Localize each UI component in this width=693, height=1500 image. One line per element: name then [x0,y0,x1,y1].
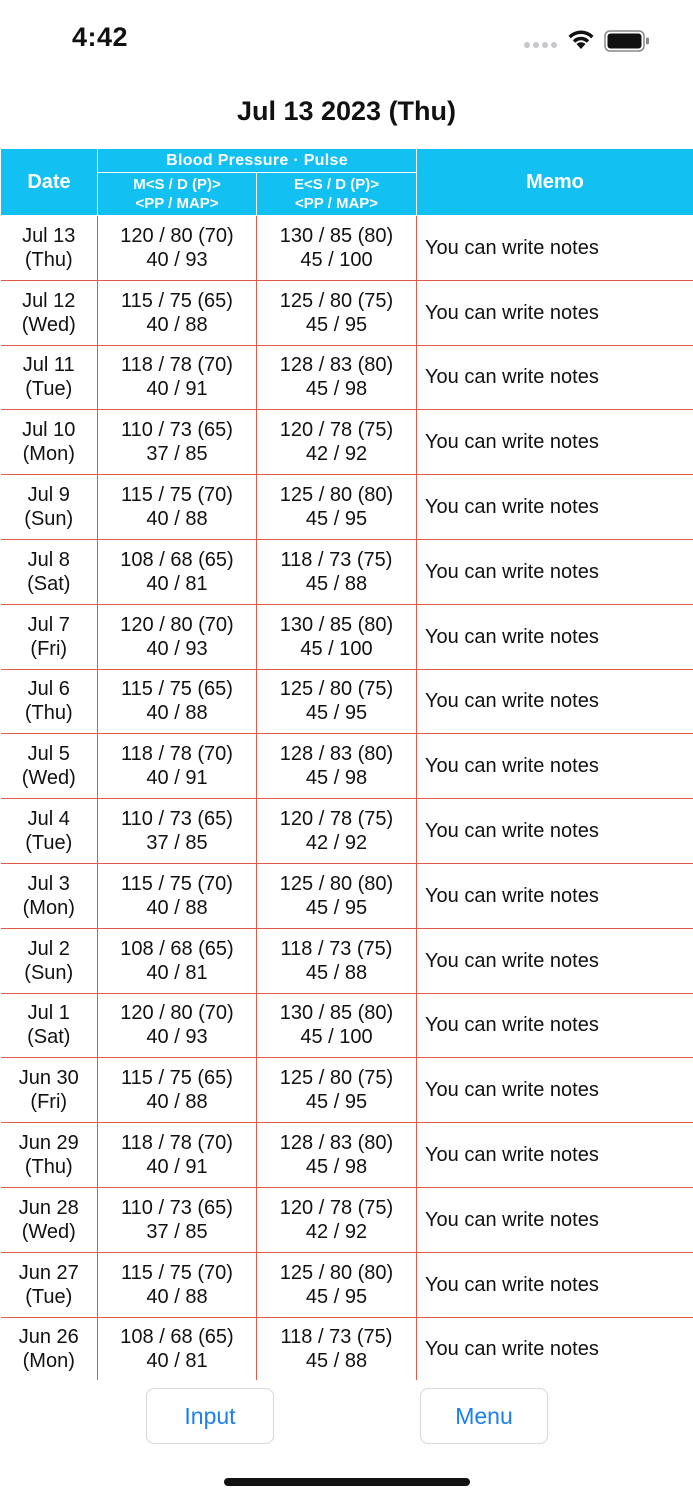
morning-bp-value: 115 / 75 (65) [121,1067,233,1090]
morning-bp-value: 115 / 75 (65) [121,289,233,312]
evening-bp-value: 128 / 83 (80) [279,354,394,377]
date-cell [1,799,98,864]
morning-reading-cell [98,539,257,604]
page-title: Jul 13 2023 (Thu) [236,96,457,126]
table-body [1,216,693,1381]
memo-cell [417,799,693,864]
evening-pp-map-value: 45 / 95 [305,313,368,336]
table-row[interactable] [1,734,693,799]
morning-pp-map-value: 40 / 81 [146,572,208,595]
date-label: Jul 11 [22,354,75,377]
table-row[interactable] [1,928,693,993]
memo-text: You can write notes [425,1144,599,1167]
morning-pp-map-value: 40 / 91 [146,1156,208,1179]
evening-pp-map-value: 45 / 95 [305,896,368,919]
evening-reading-cell [257,410,417,475]
evening-bp-value: 128 / 83 (80) [279,743,394,766]
weekday-label: (Tue) [25,1285,73,1308]
evening-reading-cell [257,345,417,410]
morning-bp-value: 110 / 73 (65) [121,1196,233,1219]
weekday-label: (Thu) [24,702,73,725]
memo-cell [417,475,693,540]
weekday-label: (Thu) [24,1156,73,1179]
evening-bp-value: 118 / 73 (75) [280,1326,393,1349]
morning-pp-map-value: 40 / 88 [146,313,208,336]
evening-bp-value: 128 / 83 (80) [279,1132,394,1155]
morning-bp-value: 120 / 80 (70) [120,224,234,247]
morning-reading-cell [98,475,257,540]
header-evening-line1: E<S / D (P)> [293,176,380,193]
evening-pp-map-value: 42 / 92 [305,832,368,855]
table-row[interactable] [1,539,693,604]
morning-bp-value: 115 / 75 (70) [121,1261,233,1284]
input-button[interactable]: Input [146,1388,274,1444]
evening-bp-value: 125 / 80 (75) [279,1067,394,1090]
morning-reading-cell [98,1317,257,1380]
memo-text: You can write notes [425,1208,599,1231]
evening-bp-value: 120 / 78 (75) [279,1196,394,1219]
date-cell [1,863,98,928]
date-cell [1,1058,98,1123]
evening-reading-cell [257,1252,417,1317]
evening-pp-map-value: 45 / 95 [305,508,368,531]
evening-bp-value: 130 / 85 (80) [279,224,394,247]
date-label: Jul 13 [22,224,76,247]
memo-text: You can write notes [425,1079,599,1102]
table-row[interactable] [1,1252,693,1317]
weekday-label: (Wed) [21,767,76,790]
evening-reading-cell [257,669,417,734]
evening-bp-value: 118 / 73 (75) [280,937,393,960]
evening-pp-map-value: 45 / 88 [305,572,368,595]
weekday-label: (Fri) [30,637,68,660]
evening-reading-cell [257,539,417,604]
morning-reading-cell [98,863,257,928]
morning-pp-map-value: 40 / 81 [146,961,208,984]
date-cell [1,280,98,345]
evening-bp-value: 125 / 80 (75) [279,678,394,701]
morning-pp-map-value: 40 / 88 [146,896,208,919]
evening-bp-value: 125 / 80 (75) [279,289,394,312]
records-table-container[interactable] [0,148,693,1380]
memo-text: You can write notes [425,1273,599,1296]
date-label: Jul 10 [22,419,76,442]
date-cell [1,734,98,799]
date-label: Jul 12 [22,289,76,312]
memo-cell [417,863,693,928]
evening-pp-map-value: 42 / 92 [305,443,368,466]
morning-bp-value: 115 / 75 (70) [121,872,233,895]
evening-reading-cell [257,1187,417,1252]
memo-cell [417,993,693,1058]
table-row[interactable] [1,410,693,475]
header-memo: Memo [417,149,693,216]
morning-reading-cell [98,1187,257,1252]
evening-pp-map-value: 45 / 100 [300,248,373,271]
date-cell [1,669,98,734]
memo-cell [417,345,693,410]
memo-text: You can write notes [425,884,599,907]
morning-pp-map-value: 37 / 85 [146,1220,208,1243]
evening-pp-map-value: 45 / 98 [305,1156,368,1179]
header-blood-pressure-pulse: Blood Pressure · Pulse [98,149,417,173]
table-row[interactable] [1,1187,693,1252]
table-row[interactable] [1,1058,693,1123]
date-cell [1,1123,98,1188]
header-evening-line2: <PP / MAP> [294,195,379,212]
evening-bp-value: 130 / 85 (80) [279,1002,394,1025]
table-row[interactable] [1,345,693,410]
date-label: Jul 1 [27,1002,70,1025]
weekday-label: (Sun) [24,508,74,531]
date-label: Jul 5 [27,743,70,766]
evening-reading-cell [257,216,417,281]
date-cell [1,1187,98,1252]
evening-pp-map-value: 45 / 100 [300,637,373,660]
morning-reading-cell [98,1123,257,1188]
morning-pp-map-value: 37 / 85 [146,443,208,466]
date-label: Jul 6 [27,678,70,701]
evening-reading-cell [257,863,417,928]
evening-pp-map-value: 45 / 98 [305,767,368,790]
evening-bp-value: 125 / 80 (80) [279,484,394,507]
battery-icon [604,30,650,52]
weekday-label: (Tue) [25,378,73,401]
table-row[interactable] [1,280,693,345]
date-cell [1,928,98,993]
evening-pp-map-value: 45 / 98 [305,378,368,401]
morning-bp-value: 120 / 80 (70) [120,1002,234,1025]
evening-reading-cell [257,734,417,799]
morning-reading-cell [98,799,257,864]
evening-bp-value: 118 / 73 (75) [280,548,393,571]
date-label: Jun 29 [18,1132,79,1155]
memo-text: You can write notes [425,755,599,778]
header-morning-line2: <PP / MAP> [135,195,219,212]
memo-cell [417,734,693,799]
date-cell [1,539,98,604]
date-label: Jun 26 [18,1326,79,1349]
evening-pp-map-value: 45 / 88 [305,961,368,984]
table-row[interactable] [1,475,693,540]
date-label: Jul 9 [27,484,70,507]
memo-text: You can write notes [425,690,599,713]
morning-reading-cell [98,216,257,281]
date-label: Jul 2 [27,937,70,960]
evening-reading-cell [257,1058,417,1123]
morning-bp-value: 110 / 73 (65) [121,419,233,442]
evening-pp-map-value: 45 / 95 [305,702,368,725]
weekday-label: (Sat) [27,1026,71,1049]
morning-bp-value: 110 / 73 (65) [121,808,233,831]
morning-pp-map-value: 40 / 88 [146,1285,208,1308]
memo-text: You can write notes [425,560,599,583]
weekday-label: (Sun) [24,961,74,984]
memo-text: You can write notes [425,625,599,648]
date-label: Jul 4 [27,808,70,831]
date-label: Jun 27 [18,1261,79,1284]
morning-bp-value: 118 / 78 (70) [121,743,233,766]
evening-pp-map-value: 42 / 92 [305,1220,368,1243]
morning-pp-map-value: 40 / 93 [146,1026,208,1049]
memo-text: You can write notes [425,820,599,843]
morning-bp-value: 115 / 75 (65) [121,678,233,701]
evening-reading-cell [257,475,417,540]
morning-pp-map-value: 40 / 93 [146,248,208,271]
morning-pp-map-value: 40 / 91 [146,767,208,790]
weekday-label: (Wed) [21,1220,76,1243]
date-cell [1,1252,98,1317]
weekday-label: (Mon) [22,896,75,919]
memo-cell [417,1123,693,1188]
status-time: 4:42 [72,22,129,52]
date-cell [1,410,98,475]
memo-text: You can write notes [425,1014,599,1037]
table-row[interactable] [1,1317,693,1380]
morning-bp-value: 118 / 78 (70) [121,1132,233,1155]
evening-bp-value: 125 / 80 (80) [279,872,394,895]
status-bar [0,0,693,80]
morning-pp-map-value: 40 / 88 [146,702,208,725]
evening-bp-value: 130 / 85 (80) [279,613,394,636]
table-row[interactable] [1,993,693,1058]
morning-reading-cell [98,734,257,799]
header-evening [257,173,417,216]
memo-text: You can write notes [425,496,599,519]
memo-cell [417,669,693,734]
morning-bp-value: 108 / 68 (65) [120,548,234,571]
memo-cell [417,539,693,604]
morning-bp-value: 108 / 68 (65) [120,937,234,960]
memo-text: You can write notes [425,301,599,324]
weekday-label: (Tue) [25,832,73,855]
wifi-icon [566,28,596,50]
date-label: Jun 28 [18,1196,79,1219]
weekday-label: (Wed) [21,313,76,336]
date-cell [1,345,98,410]
morning-reading-cell [98,669,257,734]
morning-pp-map-value: 40 / 81 [146,1350,208,1373]
header-date: Date [1,149,98,216]
morning-reading-cell [98,410,257,475]
home-indicator [224,1478,470,1486]
table-row[interactable] [1,1123,693,1188]
weekday-label: (Sat) [27,572,71,595]
evening-reading-cell [257,799,417,864]
evening-pp-map-value: 45 / 88 [305,1350,368,1373]
weekday-label: (Fri) [30,1091,68,1114]
date-label: Jul 7 [27,613,70,636]
table-header [1,149,693,216]
evening-bp-value: 125 / 80 (80) [279,1261,394,1284]
memo-cell [417,216,693,281]
evening-reading-cell [257,928,417,993]
evening-bp-value: 120 / 78 (75) [279,808,394,831]
table-row[interactable] [1,669,693,734]
memo-cell [417,1252,693,1317]
morning-pp-map-value: 40 / 93 [146,637,208,660]
date-label: Jul 8 [27,548,70,571]
memo-cell [417,604,693,669]
memo-cell [417,1187,693,1252]
memo-text: You can write notes [425,236,599,259]
date-cell [1,475,98,540]
date-label: Jun 30 [18,1067,79,1090]
date-cell [1,604,98,669]
table-row[interactable] [1,863,693,928]
evening-bp-value: 120 / 78 (75) [279,419,394,442]
evening-reading-cell [257,1317,417,1380]
memo-cell [417,928,693,993]
weekday-label: (Mon) [22,1350,75,1373]
menu-button[interactable]: Menu [420,1388,548,1444]
evening-reading-cell [257,993,417,1058]
table-row[interactable] [1,799,693,864]
evening-reading-cell [257,1123,417,1188]
weekday-label: (Thu) [24,248,73,271]
evening-pp-map-value: 45 / 95 [305,1285,368,1308]
morning-reading-cell [98,604,257,669]
morning-pp-map-value: 37 / 85 [146,832,208,855]
evening-reading-cell [257,280,417,345]
memo-cell [417,1058,693,1123]
morning-bp-value: 120 / 80 (70) [120,613,234,636]
morning-reading-cell [98,280,257,345]
morning-reading-cell [98,993,257,1058]
evening-pp-map-value: 45 / 95 [305,1091,368,1114]
weekday-label: (Mon) [22,443,75,466]
morning-bp-value: 115 / 75 (70) [121,484,233,507]
table-row[interactable] [1,604,693,669]
morning-bp-value: 118 / 78 (70) [121,354,233,377]
morning-bp-value: 108 / 68 (65) [120,1326,234,1349]
memo-cell [417,280,693,345]
memo-cell [417,410,693,475]
morning-reading-cell [98,1252,257,1317]
date-cell [1,1317,98,1380]
memo-cell [417,1317,693,1380]
header-morning-line1: M<S / D (P)> [133,176,221,193]
morning-pp-map-value: 40 / 88 [146,508,208,531]
morning-reading-cell [98,1058,257,1123]
memo-text: You can write notes [425,949,599,972]
date-label: Jul 3 [27,872,70,895]
table-row[interactable] [1,216,693,281]
memo-text: You can write notes [425,366,599,389]
memo-text: You can write notes [425,1338,599,1361]
date-cell [1,993,98,1058]
date-cell [1,216,98,281]
cellular-signal-icon [524,42,557,48]
evening-pp-map-value: 45 / 100 [300,1026,373,1049]
morning-pp-map-value: 40 / 91 [146,378,208,401]
records-table [0,148,693,1380]
memo-text: You can write notes [425,431,599,454]
morning-reading-cell [98,928,257,993]
evening-reading-cell [257,604,417,669]
header-morning [98,173,257,216]
morning-reading-cell [98,345,257,410]
morning-pp-map-value: 40 / 88 [146,1091,208,1114]
